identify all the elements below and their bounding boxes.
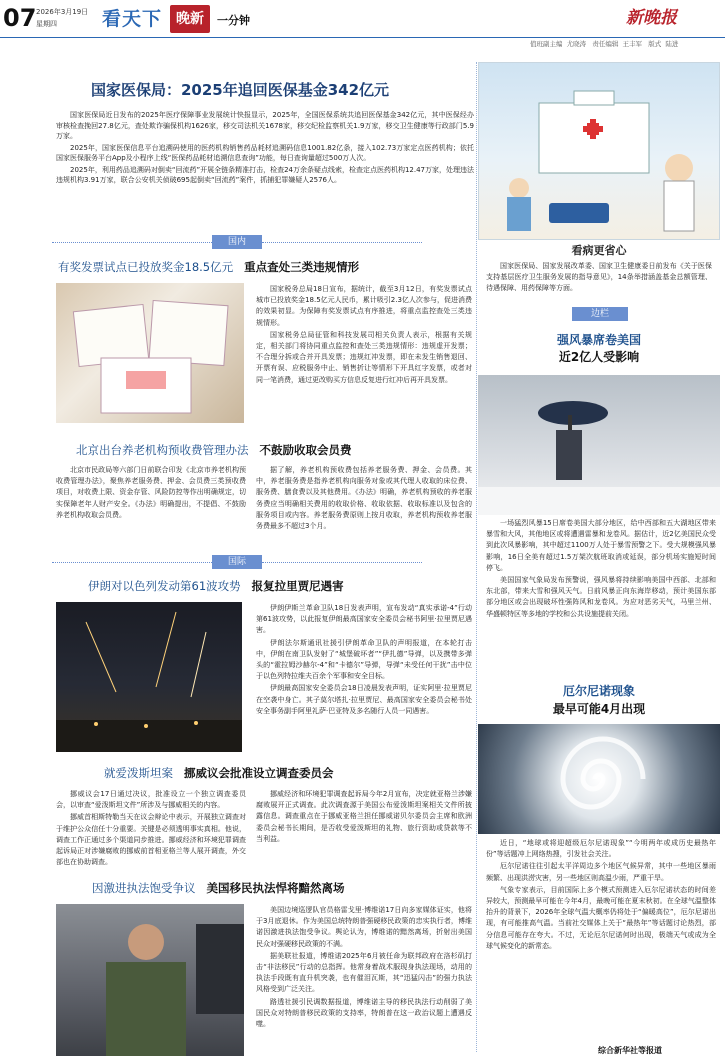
paragraph: 国家税务总局18日宣布，据统计，截至3月12日，有奖发票试点城市已投放奖金18.5亿元人民币，累计吸引2.3亿人次参与，促进消费的效果初显。为保障有奖发票试点有序推进，将重点监控查处三类违规情形。 (256, 285, 472, 327)
paragraph: 挪威首相斯特勒当天在议会辩论中表示，开展独立调查对于维护公众信任十分重要。关键是必须透明事实真相。他说，调查工作正通过多个渠道同步推进。挪威经济和环境犯罪调查起诉局正对涉嫌腐败的挪威前首相亚格兰等人展开调查，外交部也在协助调查。 (56, 813, 246, 867)
page-number: 07 (3, 4, 37, 32)
norway-body-left (56, 789, 246, 869)
headline-light: 伊朗对以色列发动第61波攻势 (88, 579, 241, 593)
tax-headline (58, 259, 478, 276)
paragraph: 2025年，利用药品追溯码对倒卖“回流药”开展全链条精准打击，检查24万余条疑点线索，检查定点医药机构12.47万家，处理违法违规机构3.91万家，联合公安机关侦破695起倒卖“回流药”案件，抓捕犯罪嫌疑人2576人。 (56, 165, 475, 184)
headline-light: 因激进执法饱受争议 (92, 881, 196, 895)
headline-light: 有奖发票试点已投放奖金18.5亿元 (58, 260, 234, 274)
headline-bold: 挪威议会批准设立调查委员会 (183, 766, 334, 780)
cartoon-caption: 国家医保局、国家发展改革委、国家卫生健康委日前发布《关于医保支持基层医疗卫生服务发展的指导意见》，14条举措涵盖基金总额管理、待遇保障、用药保障等方面。 (486, 262, 712, 292)
storm-drawing (478, 375, 720, 515)
paragraph: 据美联社报道，博维诺2025年6月被任命为联邦政府在洛杉矶打击“非法移民”行动的总指挥。他常身着战术服现身执法现场，动用的执法手段既有直升机突袭，也有催泪瓦斯，其“迅猛闪击”的强力执法风格受到广泛关注。 (256, 951, 472, 994)
invoice-photo (56, 283, 244, 423)
invoice-drawing (56, 283, 244, 423)
beijing-body-left (56, 465, 246, 522)
staff-name: 陆进 (665, 40, 679, 48)
staff-role: 责任编辑 (592, 40, 619, 48)
cartoon-drawing (479, 63, 720, 240)
newspaper-logo: 新晚报 (626, 8, 677, 28)
paragraph: 国家税务总局征管和科技发展司相关负责人表示，根据有关规定，相关部门将协同重点监控和查处三类违规情形：违规虚开发票；不合理分拆或合并开具发票；违规红冲发票，即在未发生销售退回、开票有误、应税服务中止、销售折让等情形下开具红字发票，或者对同一笔消费，通过更改购买方信息反复进行红冲后再开具发票。 (256, 330, 472, 384)
paragraph: 近日，“地球或将迎超级厄尔尼诺现象”“今明两年或成历史最热年份”等话题冲上网络热搜，引发社会关注。 (486, 839, 716, 859)
cartoon-title: 看病更省心 (571, 244, 627, 257)
storm-photo (478, 375, 720, 515)
night-sky-drawing (56, 602, 242, 752)
iran-headline (88, 578, 468, 595)
staff-name: 尤晓涛 (566, 40, 587, 48)
beijing-headline (76, 442, 476, 459)
us-headline (92, 880, 472, 897)
staff-role: 值班副主编 (530, 40, 563, 48)
masthead-rule (0, 37, 725, 38)
paragraph: 北京市民政局等六部门日前联合印发《北京市养老机构预收费管理办法》，聚焦养老服务费、押金、会员费三类预收费项目，对收费上限、资金存管、风险防控等作出明确规定，切实保障老年人财产安全。《办法》明确提出，不提倡、不鼓励养老机构收取会员费。 (56, 466, 246, 519)
elnino-title-line2: 最早可能4月出现 (552, 702, 646, 716)
paragraph: 伊朗最高国家安全委员会18日凌晨发表声明，证实阿里·拉里贾尼在空袭中身亡。其子莫尔塔扎·拉里贾尼、最高国家安全委员会秘书处安全事务副手阿里礼萨·巴亚特及多名随行人员一同遇害。 (256, 684, 472, 715)
storm-title-line2: 近2亿人受影响 (558, 350, 640, 364)
medical-insurance-cartoon (478, 62, 720, 240)
section-tag-domestic: 国内 (212, 235, 262, 249)
headline-light: 北京出台养老机构预收费管理办法 (76, 443, 249, 457)
agent-drawing (56, 904, 244, 1056)
section-tag-sidebar: 边栏 (572, 307, 628, 321)
storm-body (486, 518, 716, 621)
staff-line (530, 40, 678, 49)
night-strike-photo (56, 602, 242, 752)
paragraph: 气象专家表示，目前国际上多个模式预测进入厄尔尼诺状态的时间差异较大，预测最早可能在今年4月，最晚可能在夏末秋初。在全球气温整体抬升的背景下，2026年全球气温大概率仍将处于“偏暖高位”，厄尔尼诺出现，有可能推高气温。当前社交媒体上关于“最热年”等话题讨论热烈，部分信息可能存在夸大。不过，无论厄尔尼诺何时出现，极端天气或成为全球气候变化的新常态。 (486, 885, 716, 950)
storm-title-line1: 强风暴席卷美国 (556, 333, 641, 347)
tax-body (256, 284, 472, 387)
headline-bold: 不鼓励收取会员费 (259, 443, 352, 457)
headline-bold: 报复拉里贾尼遇害 (251, 579, 344, 593)
right-column-rule (476, 62, 477, 1052)
paragraph: 美国边境巡逻队官员格雷戈里·博维诺17日向多家媒体证实，他将于3月底退休。作为美国总统特朗普强硬移民政策的忠实执行者，博维诺因激进执法饱受争议。舆论认为，博维诺的黯然离场，折射出美国民众对强硬移民政策的不满。 (256, 906, 472, 948)
elnino-body (486, 838, 716, 953)
norway-body-right (256, 789, 472, 846)
norway-headline (104, 765, 474, 782)
beijing-body-right (256, 465, 472, 533)
us-body (256, 905, 472, 1031)
staff-name: 王丰军 (622, 40, 642, 48)
paragraph: 挪威议会17日通过决议，批准设立一个独立调查委员会，以审查“爱泼斯坦文件”所涉及与挪威相关的内容。 (56, 790, 246, 810)
paragraph: 国家医保局近日发布的2025年医疗保障事业发展统计快报显示，2025年，全国医保系统共追回医保基金342亿元，其中医保经办审核检查挽回27.8亿元，查处欺诈骗保机构1626家，移交司法机关1678家，移交纪检监察机关1.9万家，移交卫生健康等行政部门5.9万家。 (56, 111, 474, 140)
masthead (0, 0, 725, 48)
staff-role: 版式 (648, 40, 662, 48)
typhoon-drawing (478, 724, 720, 834)
lead-title: 国家医保局：2025年追回医保基金342亿元 (90, 81, 390, 99)
section-sub: 一分钟 (217, 14, 250, 27)
headline-bold: 重点查处三类违规情形 (244, 260, 360, 274)
paragraph: 一场猛烈风暴15日席卷美国大部分地区，给中西部和五大湖地区带来暴雪和大风，其他地区或将遭遇雷暴和龙卷风。据估计，近2亿美国民众受到此次风暴影响，其中超过1100万人处于暴雪预警之下。受大规模强风暴影响，16日全美有超过1.5万架次航班取消或延误，部分机场实施短时间停飞。 (486, 519, 716, 572)
elnino-title-line1: 厄尔尼诺现象 (562, 684, 635, 698)
issue-weekday: 星期四 (36, 20, 57, 28)
paragraph: 据了解，养老机构预收费包括养老服务费、押金、会员费。其中，养老服务费是指养老机构向服务对象或其代理人收取的床位费、服务费、膳食费以及其他费用。《办法》明确，养老机构预收的养老服务费应当明确相关费用的收取价格、收取依据、收取标准以及包含的服务项目或内容。养老服务费原则上按月收取，养老机构预收养老服务费最多不超过3个月。 (256, 466, 472, 530)
paragraph: 2025年，国家医保信息平台追溯码使用的医药机构销售药品耗材追溯码信息1001.82亿条，接入102.73万家定点医药机构；依托国家医保服务平台App及小程序上线“医保药品耗材追溯信息查询”功能，每日查询量超过500万人次。 (56, 143, 474, 162)
typhoon-satellite-photo (478, 724, 720, 834)
section-seal: 晚新 (170, 5, 210, 33)
paragraph: 挪威经济和环境犯罪调查起诉局今年2月宣布，决定就亚格兰涉嫌腐败展开正式调查。此次调查源于美国公布爱泼斯坦案相关文件所披露信息。调查重点在于挪威亚格兰担任挪威诺贝尔委员会主席和欧洲委员会秘书长期间，是否收受爱泼斯坦的礼物、旅行资助或贷款等不当利益。 (256, 790, 472, 843)
headline-light: 就爱泼斯坦案 (104, 766, 173, 780)
paragraph: 伊朗伊斯兰革命卫队18日发表声明，宣布发动“真实承诺-4”行动第61波攻势，以此报复伊朗最高国家安全委员会秘书阿里·拉里贾尼遇害。 (256, 604, 472, 635)
paragraph: 厄尔尼诺往往引起太平洋周边多个地区气候异常，其中一些地区暴雨频繁、出现洪涝灾害，另一些地区则高温少雨，严重干旱。 (486, 862, 716, 882)
paragraph: 伊朗法尔斯通讯社援引伊朗革命卫队的声明报道，在本轮打击中，伊朗在南卫队发射了“城堡破坏者”“伊扎德”导弹，以及携带多弹头的“霍拉姆沙赫尔-4”和“卡德尔”导弹，导弹“未受任何干扰”击中位于以色列特拉维夫百余个军事和安全目标。 (256, 638, 472, 681)
agent-photo (56, 904, 244, 1056)
issue-date: 2026年3月19日 (36, 8, 89, 16)
section-tag-international: 国际 (212, 555, 262, 569)
paragraph: 美国国家气象局发布预警说，强风暴将持续影响美国中西部、北部和东北部，带来大雪和强风天气。日前风暴正向东海岸移动，预计美国东部部分地区或会出现破坏性强阵风和龙卷风。为应对恶劣天气，马里兰州、华盛顿特区等多地的学校和公共设施提前关闭。 (486, 575, 716, 618)
source-credit: 综合新华社等报道 (598, 1046, 662, 1055)
paragraph: 路透社援引民调数据报道，博维诺主导的移民执法行动削弱了美国民众对特朗普移民政策的支持率，特朗普在这一政治议题上遭遇反噬。 (256, 997, 472, 1028)
iran-body (256, 603, 472, 718)
headline-bold: 美国移民执法悍将黯然离场 (206, 881, 345, 895)
lead-body (56, 110, 474, 187)
section-title: 看天下 (102, 8, 163, 30)
